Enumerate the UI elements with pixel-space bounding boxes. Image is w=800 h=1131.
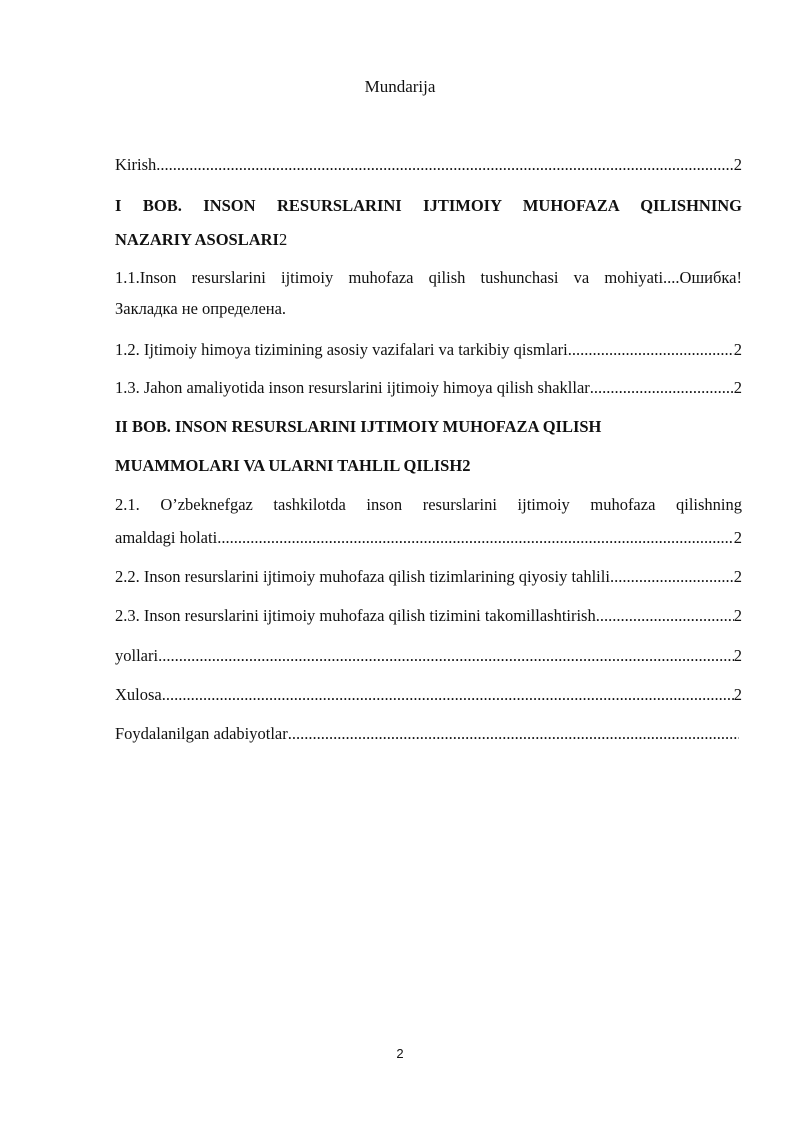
toc-page-number: 2 [733, 606, 742, 625]
toc-leader-dots [217, 528, 734, 548]
page-number: 2 [396, 1046, 404, 1061]
toc-entry-yollari[interactable] [115, 646, 742, 666]
toc-leader-dots [288, 724, 739, 744]
toc-chapter-2-title-cont: MUAMMOLARI VA ULARNI TAHLIL QILISH [115, 456, 463, 475]
toc-leader-dots [568, 340, 734, 360]
toc-page-number: 2 [733, 340, 742, 359]
toc-leader-dots [596, 606, 734, 626]
toc-chapter-1-title: I BOB. INSON RESURSLARINI IJTIMOIY MUHOFAZA QILISHNING [115, 196, 742, 215]
toc-page-number: 2 [733, 155, 742, 174]
page-title: Mundarija [364, 77, 436, 96]
toc-entry-label: 1.2. Ijtimoiy himoya tizimining asosiy vazifalari va tarkibiy qismlari [115, 340, 568, 359]
toc-chapter-1-line2[interactable] [115, 230, 742, 250]
toc-entry-label: Kirish [115, 155, 157, 174]
toc-entry-label: 2.3. Inson resurslarini ijtimoiy muhofaza qilish tizimini takomillashtirish [115, 606, 596, 625]
toc-leader-dots [156, 155, 734, 175]
toc-entry-2-1-line1[interactable] [115, 495, 742, 515]
toc-entry-1-1-line1[interactable] [115, 268, 742, 288]
toc-entry-2-2[interactable] [115, 567, 742, 587]
toc-page-number: 2 [278, 230, 288, 249]
toc-entry-label-cont: amaldagi holati [115, 528, 218, 547]
toc-page-number: 2 [733, 685, 742, 704]
toc-entry-label: Xulosa [115, 685, 162, 704]
toc-leader-dots [158, 646, 734, 666]
toc-page-number: 2 [462, 456, 471, 475]
bookmark-error-text: Закладка не определена. [115, 299, 287, 318]
toc-entry-label: 1.1.Inson resurslarini ijtimoiy muhofaza qilish tushunchasi va mohiyati....Ошибка! [115, 268, 742, 287]
toc-entry-2-1-line2[interactable] [115, 528, 742, 548]
toc-leader-dots [590, 378, 734, 398]
toc-page-number: 2 [733, 528, 742, 547]
toc-chapter-2-line2[interactable] [115, 456, 742, 476]
toc-page-number: 2 [733, 567, 742, 586]
toc-entry-2-3[interactable] [115, 606, 742, 626]
toc-entry-adabiyotlar[interactable] [115, 724, 739, 744]
toc-entry-1-2[interactable] [115, 340, 742, 360]
toc-chapter-1-title-cont: NAZARIY ASOSLARI [115, 230, 279, 249]
toc-entry-1-3[interactable] [115, 378, 742, 398]
toc-chapter-2-title: II BOB. INSON RESURSLARINI IJTIMOIY MUHOFAZA QILISH [115, 417, 602, 436]
toc-entry-kirish[interactable] [115, 155, 742, 175]
toc-entry-1-1-line2 [115, 299, 742, 319]
toc-leader-dots [162, 685, 734, 705]
toc-entry-label: 1.3. Jahon amaliyotida inson resurslarini ijtimoiy himoya qilish shakllar [115, 378, 590, 397]
toc-leader-dots [610, 567, 734, 587]
toc-entry-label: 2.1. O’zbeknefgaz tashkilotda inson resurslarini ijtimoiy muhofaza qilishning [115, 495, 742, 514]
toc-chapter-1-line1[interactable] [115, 196, 742, 216]
toc-page-number: 2 [733, 646, 742, 665]
toc-entry-xulosa[interactable] [115, 685, 742, 705]
toc-entry-label: Foydalanilgan adabiyotlar [115, 724, 288, 743]
toc-entry-label: yollari [115, 646, 159, 665]
toc-page-number: 2 [733, 378, 742, 397]
toc-chapter-2-line1[interactable] [115, 417, 742, 437]
toc-entry-label: 2.2. Inson resurslarini ijtimoiy muhofaza qilish tizimlarining qiyosiy tahlili [115, 567, 610, 586]
